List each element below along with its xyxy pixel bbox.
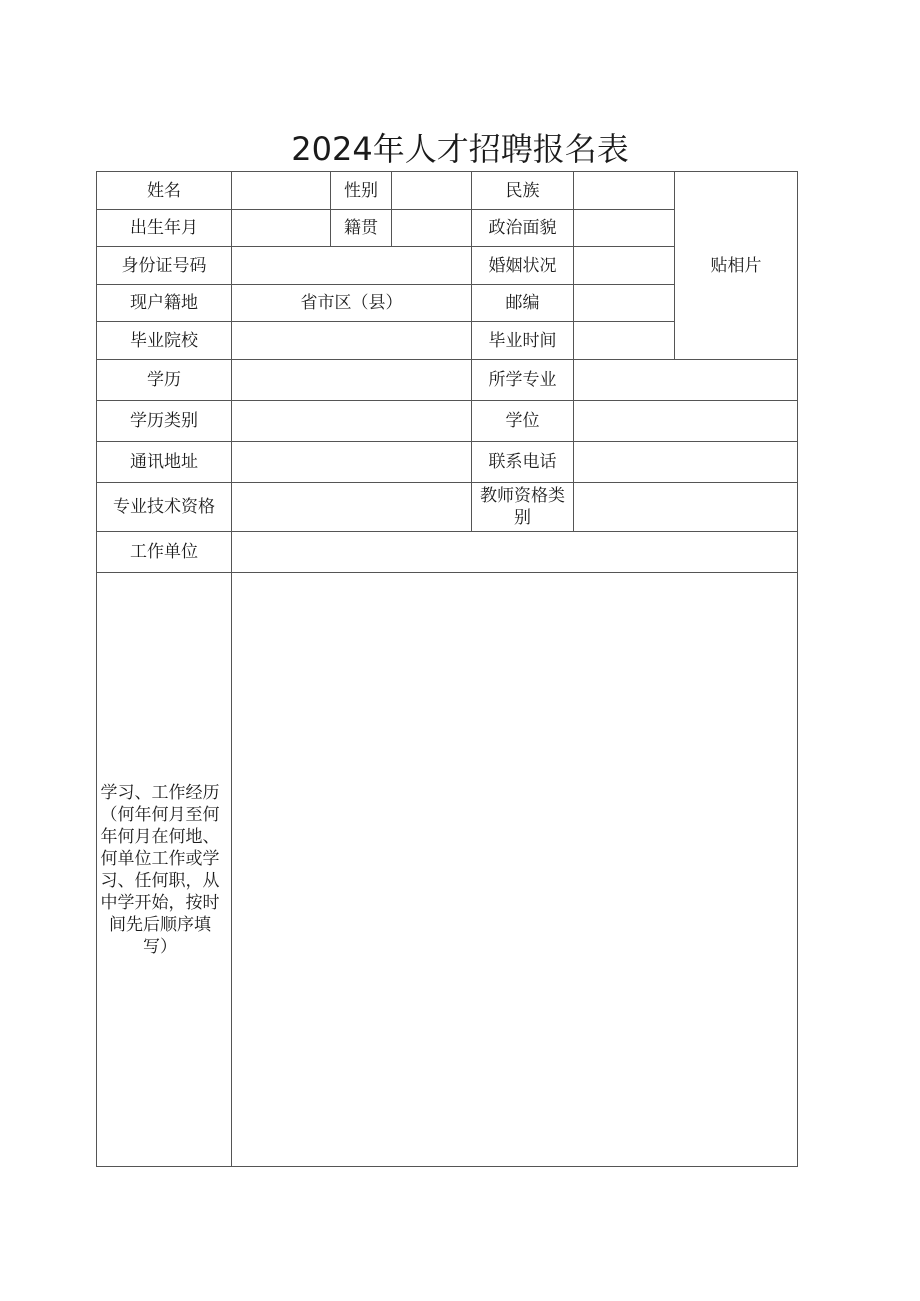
school-label: 毕业院校 — [97, 322, 232, 360]
phone-field[interactable] — [574, 442, 798, 483]
row-qualification — [97, 483, 798, 532]
school-field[interactable] — [232, 322, 472, 360]
native-place-field[interactable] — [392, 210, 472, 247]
qualification-label: 专业技术资格 — [97, 483, 232, 532]
postcode-field[interactable] — [574, 285, 675, 322]
ethnicity-field[interactable] — [574, 172, 675, 210]
marital-status-field[interactable] — [574, 247, 675, 285]
hukou-label: 现户籍地 — [97, 285, 232, 322]
id-number-field[interactable] — [232, 247, 472, 285]
experience-field[interactable] — [232, 573, 798, 1167]
teacher-cert-label: 教师资格类别 — [472, 483, 574, 532]
employer-field[interactable] — [232, 532, 798, 573]
photo-box: 贴相片 — [675, 172, 798, 360]
teacher-cert-field[interactable] — [574, 483, 798, 532]
name-field[interactable] — [232, 172, 331, 210]
birth-label: 出生年月 — [97, 210, 232, 247]
postcode-label: 邮编 — [472, 285, 574, 322]
address-label: 通讯地址 — [97, 442, 232, 483]
education-field[interactable] — [232, 360, 472, 401]
political-status-field[interactable] — [574, 210, 675, 247]
political-status-label: 政治面貌 — [472, 210, 574, 247]
form-title: 2024年人才招聘报名表 — [291, 130, 629, 168]
education-type-label: 学历类别 — [97, 401, 232, 442]
experience-label — [97, 573, 232, 1167]
ethnicity-label: 民族 — [472, 172, 574, 210]
gender-label: 性别 — [331, 172, 392, 210]
id-number-label: 身份证号码 — [97, 247, 232, 285]
graduation-time-field[interactable] — [574, 322, 675, 360]
registration-form-table — [96, 171, 798, 1167]
row-education — [97, 360, 798, 401]
graduation-time-label: 毕业时间 — [472, 322, 574, 360]
employer-label: 工作单位 — [97, 532, 232, 573]
native-place-label: 籍贯 — [331, 210, 392, 247]
row-edu-type — [97, 401, 798, 442]
row-address — [97, 442, 798, 483]
address-field[interactable] — [232, 442, 472, 483]
degree-label: 学位 — [472, 401, 574, 442]
name-label: 姓名 — [97, 172, 232, 210]
qualification-field[interactable] — [232, 483, 472, 532]
degree-field[interactable] — [574, 401, 798, 442]
education-label: 学历 — [97, 360, 232, 401]
marital-status-label: 婚姻状况 — [472, 247, 574, 285]
row-employer — [97, 532, 798, 573]
row-name — [97, 172, 798, 210]
birth-field[interactable] — [232, 210, 331, 247]
education-type-field[interactable] — [232, 401, 472, 442]
hukou-field[interactable]: 省市区（县） — [232, 285, 472, 322]
experience-label-text: 学习、工作经历（何年何月至何年何月在何地、何单位工作或学习、任何职，从中学开始，按时间先后顺序填写） — [100, 782, 220, 957]
gender-field[interactable] — [392, 172, 472, 210]
row-experience — [97, 573, 798, 1167]
major-field[interactable] — [574, 360, 798, 401]
major-label: 所学专业 — [472, 360, 574, 401]
phone-label: 联系电话 — [472, 442, 574, 483]
